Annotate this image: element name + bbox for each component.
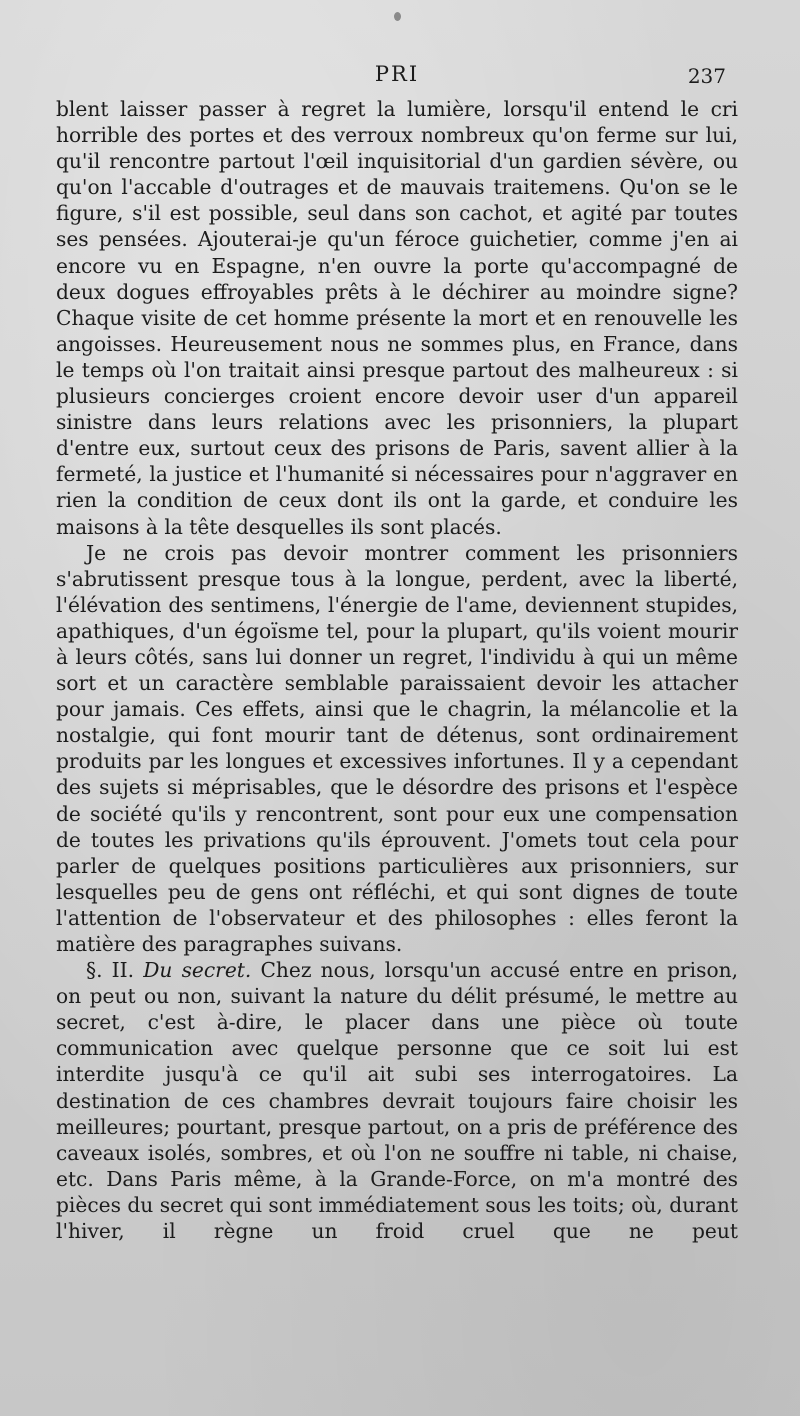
running-title: PRI <box>374 62 420 86</box>
section-title: Du secret. <box>143 958 252 983</box>
section-secret <box>56 957 738 1244</box>
page-number: 237 <box>687 64 726 88</box>
section-text: Chez nous, lorsqu'un accusé entre en prison, on peut ou non, suivant la nature du délit présumé, le mettre au secret, c'est à-dire, le placer dans une pièce où toute communication avec quelque personne que ce soit lui est interdite jusqu'à ce qu'il ait subi ses interrogatoires. La destination de ces chambres devrait toujours faire choisir les meilleures; pourtant, presque partout, on a pris de préférence des caveaux isolés, sombres, et où l'on ne souffre ni table, ni chaise, etc. Dans Paris même, à la Grande-Force, on m'a montré des pièces du secret qui sont immédiatement sous les toits; où, durant l'hiver, il règne un froid cruel que ne peut <box>56 958 739 1244</box>
paragraph-prisoners: Je ne crois pas devoir montrer comment les prisonniers s'abrutissent presque tous à la longue, perdent, avec la liberté, l'élévation des sentimens, l'énergie de l'ame, deviennent stupides, apathiques, d'un égoïsme tel, pour la plupart, qu'ils voient mourir à leurs côtés, sans lui donner un regret, l'individu à qui un même sort et un caractère semblable paraissaient devoir les attacher pour jamais. Ces effets, ainsi que le chagrin, la mélancolie et la nostalgie, qui font mourir tant de détenus, sont ordinairement produits par les longues et excessives infortunes. Il y a cependant des sujets si méprisables, que le désordre des prisons et l'espèce de société qu'ils y rencontrent, sont pour eux une compensation de toutes les privations qu'ils éprouvent. J'omets tout cela pour parler de quelques positions particulières aux prisonniers, sur lesquelles peu de gens ont réfléchi, et qui sont dignes de toute l'attention de l'observateur et des philosophes : elles feront la matière des paragraphes suivans. <box>56 540 738 956</box>
running-head <box>56 62 738 96</box>
paragraph-continued: blent laisser passer à regret la lumière, lorsqu'il entend le cri horrible des portes et des verroux nombreux qu'on ferme sur lui, qu'il rencontre partout l'œil inquisitorial d'un gardien sévère, ou qu'on l'accable d'outrages et de mauvais traitemens. Qu'on se le figure, s'il est possible, seul dans son cachot, et agité par toutes ses pensées. Ajouterai-je qu'un féroce guichetier, comme j'en ai encore vu en Espagne, n'en ouvre la porte qu'accompagné de deux dogues effroyables prêts à le déchirer au moindre signe? Chaque visite de cet homme présente la mort et en renouvelle les angoisses. Heureusement nous ne sommes plus, en France, dans le temps où l'on traitait ainsi presque partout des malheureux : si plusieurs concierges croient encore devoir user d'un appareil sinistre dans leurs relations avec les prisonniers, la plupart d'entre eux, surtout ceux des prisons de Paris, savent allier à la fermeté, la justice et l'humanité si nécessaires pour n'aggraver en rien la condition de ceux dont ils ont la garde, et conduire les maisons à la tête desquelles ils sont placés. <box>56 97 738 539</box>
section-number: §. II. <box>86 958 135 983</box>
ink-spot <box>394 12 401 21</box>
